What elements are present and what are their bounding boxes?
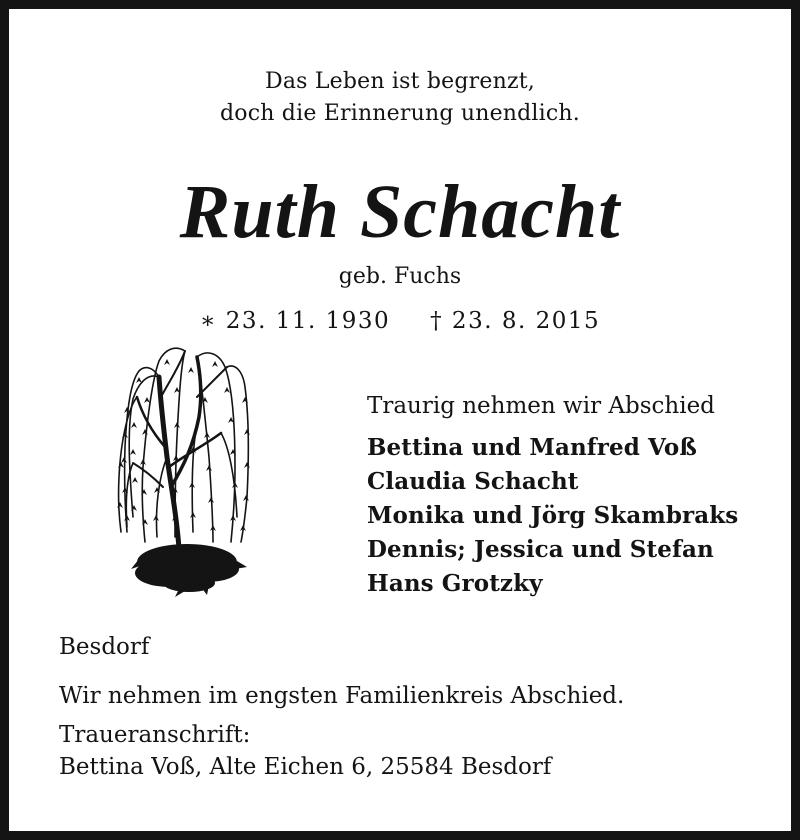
birth-date: ∗ 23. 11. 1930: [199, 308, 391, 334]
mourner-name: Bettina und Manfred Voß: [367, 434, 697, 461]
mourning-address: Bettina Voß, Alte Eichen 6, 25584 Besdorf: [59, 754, 552, 780]
motto-line-1: Das Leben ist begrenzt,: [264, 69, 535, 94]
life-dates: [9, 306, 791, 336]
deceased-name: Ruth Schacht: [179, 170, 621, 254]
farewell-notice: Wir nehmen im engsten Familienkreis Abschied.: [59, 683, 625, 709]
mourner-name: Hans Grotzky: [367, 570, 543, 597]
mourner-name: Dennis; Jessica und Stefan: [367, 536, 714, 563]
mourner-name: Claudia Schacht: [367, 468, 579, 495]
maiden-name: geb. Fuchs: [338, 264, 462, 289]
weeping-willow-tree-icon: [109, 337, 257, 599]
mourners-heading: Traurig nehmen wir Abschied: [367, 393, 715, 419]
motto-line-2: doch die Erinnerung unendlich.: [219, 101, 580, 126]
place-name: Besdorf: [59, 634, 150, 660]
mourner-name: Monika und Jörg Skambraks: [367, 502, 739, 529]
mourners-list: [367, 431, 738, 601]
address-label: Traueranschrift:: [59, 722, 251, 748]
death-date: † 23. 8. 2015: [430, 308, 601, 334]
